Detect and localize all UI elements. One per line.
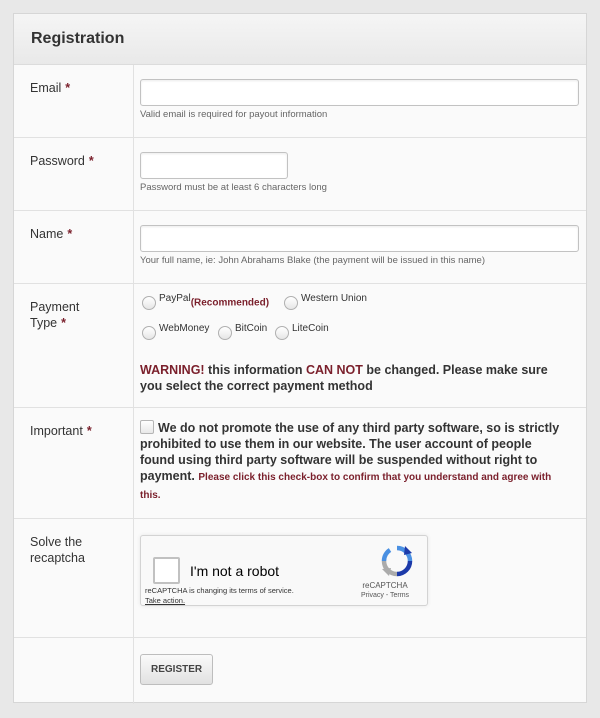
paypal-label: PayPal	[159, 293, 191, 304]
password-label-cell	[14, 138, 134, 210]
email-row	[14, 65, 586, 138]
western-union-label: Western Union	[301, 293, 367, 304]
password-row	[14, 138, 586, 211]
warning-cannot: CAN NOT	[305, 363, 363, 377]
payment-option-bitcoin[interactable]	[218, 323, 268, 340]
important-row	[14, 408, 586, 519]
payment-label-line1: Payment	[30, 300, 80, 314]
name-field-cell	[134, 211, 586, 283]
name-input[interactable]	[140, 225, 579, 252]
required-marker: *	[65, 81, 71, 95]
payment-option-paypal[interactable]	[142, 293, 270, 310]
webmoney-label: WebMoney	[159, 323, 210, 334]
payment-warning	[140, 362, 558, 394]
recaptcha-logo-icon	[381, 545, 413, 577]
important-field-cell	[134, 408, 586, 518]
name-label: Name	[30, 227, 64, 241]
password-field-cell	[134, 138, 586, 210]
litecoin-radio[interactable]	[275, 326, 289, 340]
recaptcha-privacy-terms[interactable]: Privacy - Terms	[360, 592, 410, 599]
warning-suffix: be changed. Please make sure you select the correct payment method	[140, 363, 548, 393]
confirm-text: Please click this check-box to confirm that you understand and agree with this.	[140, 472, 552, 501]
bitcoin-label: BitCoin	[235, 323, 268, 334]
payment-option-western-union[interactable]	[284, 293, 367, 310]
email-input[interactable]	[140, 79, 579, 106]
important-label-cell	[14, 408, 134, 518]
warning-mid: this information	[204, 363, 306, 377]
name-row	[14, 211, 586, 284]
name-label-cell	[14, 211, 134, 283]
webmoney-radio[interactable]	[142, 326, 156, 340]
password-hint: Password must be at least 6 characters long	[140, 182, 327, 193]
name-hint: Your full name, ie: John Abrahams Blake (the payment will be issued in this name)	[140, 255, 485, 266]
captcha-row	[14, 519, 586, 638]
email-field-cell	[134, 65, 586, 137]
payment-label-cell	[14, 284, 134, 407]
recaptcha-notice-text: reCAPTCHA is changing its terms of service.	[145, 586, 294, 595]
litecoin-label: LiteCoin	[292, 323, 329, 334]
recaptcha-brand: reCAPTCHA	[362, 581, 408, 590]
paypal-radio[interactable]	[142, 296, 156, 310]
important-label: Important	[30, 424, 83, 438]
email-label-cell	[14, 65, 134, 137]
important-text-block	[140, 420, 562, 504]
payment-label-line2: Type	[30, 316, 58, 330]
payment-option-webmoney[interactable]	[142, 323, 210, 340]
important-text: We do not promote the use of any third party software, so is strictly prohibited to use them in our website. The user account of people found using third party software will be suspended without right to payment.	[140, 421, 560, 483]
recaptcha-checkbox[interactable]	[153, 557, 180, 584]
register-button[interactable]: REGISTER	[140, 654, 213, 685]
required-marker: *	[86, 424, 92, 438]
required-marker: *	[67, 227, 73, 241]
bitcoin-radio[interactable]	[218, 326, 232, 340]
recommended-note: (Recommended)	[190, 297, 270, 309]
panel-title: Registration	[14, 14, 586, 65]
warning-prefix: WARNING!	[140, 363, 205, 377]
submit-label-cell	[14, 638, 134, 704]
email-label: Email	[30, 81, 62, 95]
payment-option-litecoin[interactable]	[275, 323, 329, 340]
western-union-radio[interactable]	[284, 296, 298, 310]
recaptcha-notice	[145, 586, 294, 606]
password-input[interactable]	[140, 152, 288, 179]
captcha-label-cell	[14, 519, 134, 637]
take-action-link[interactable]: Take action.	[145, 596, 186, 605]
required-marker: *	[61, 316, 66, 330]
submit-row	[14, 638, 586, 704]
captcha-label-line2: recaptcha	[30, 551, 85, 565]
agree-checkbox[interactable]	[140, 420, 154, 434]
registration-panel	[13, 13, 587, 703]
required-marker: *	[88, 154, 94, 168]
payment-field-cell	[134, 284, 586, 407]
recaptcha-label: I'm not a robot	[190, 563, 280, 579]
payment-row	[14, 284, 586, 408]
captcha-field-cell	[134, 519, 586, 637]
submit-field-cell	[134, 638, 586, 704]
captcha-label-line1: Solve the	[30, 535, 83, 549]
email-hint: Valid email is required for payout information	[140, 109, 328, 120]
password-label: Password	[30, 154, 85, 168]
recaptcha-widget	[140, 535, 428, 606]
